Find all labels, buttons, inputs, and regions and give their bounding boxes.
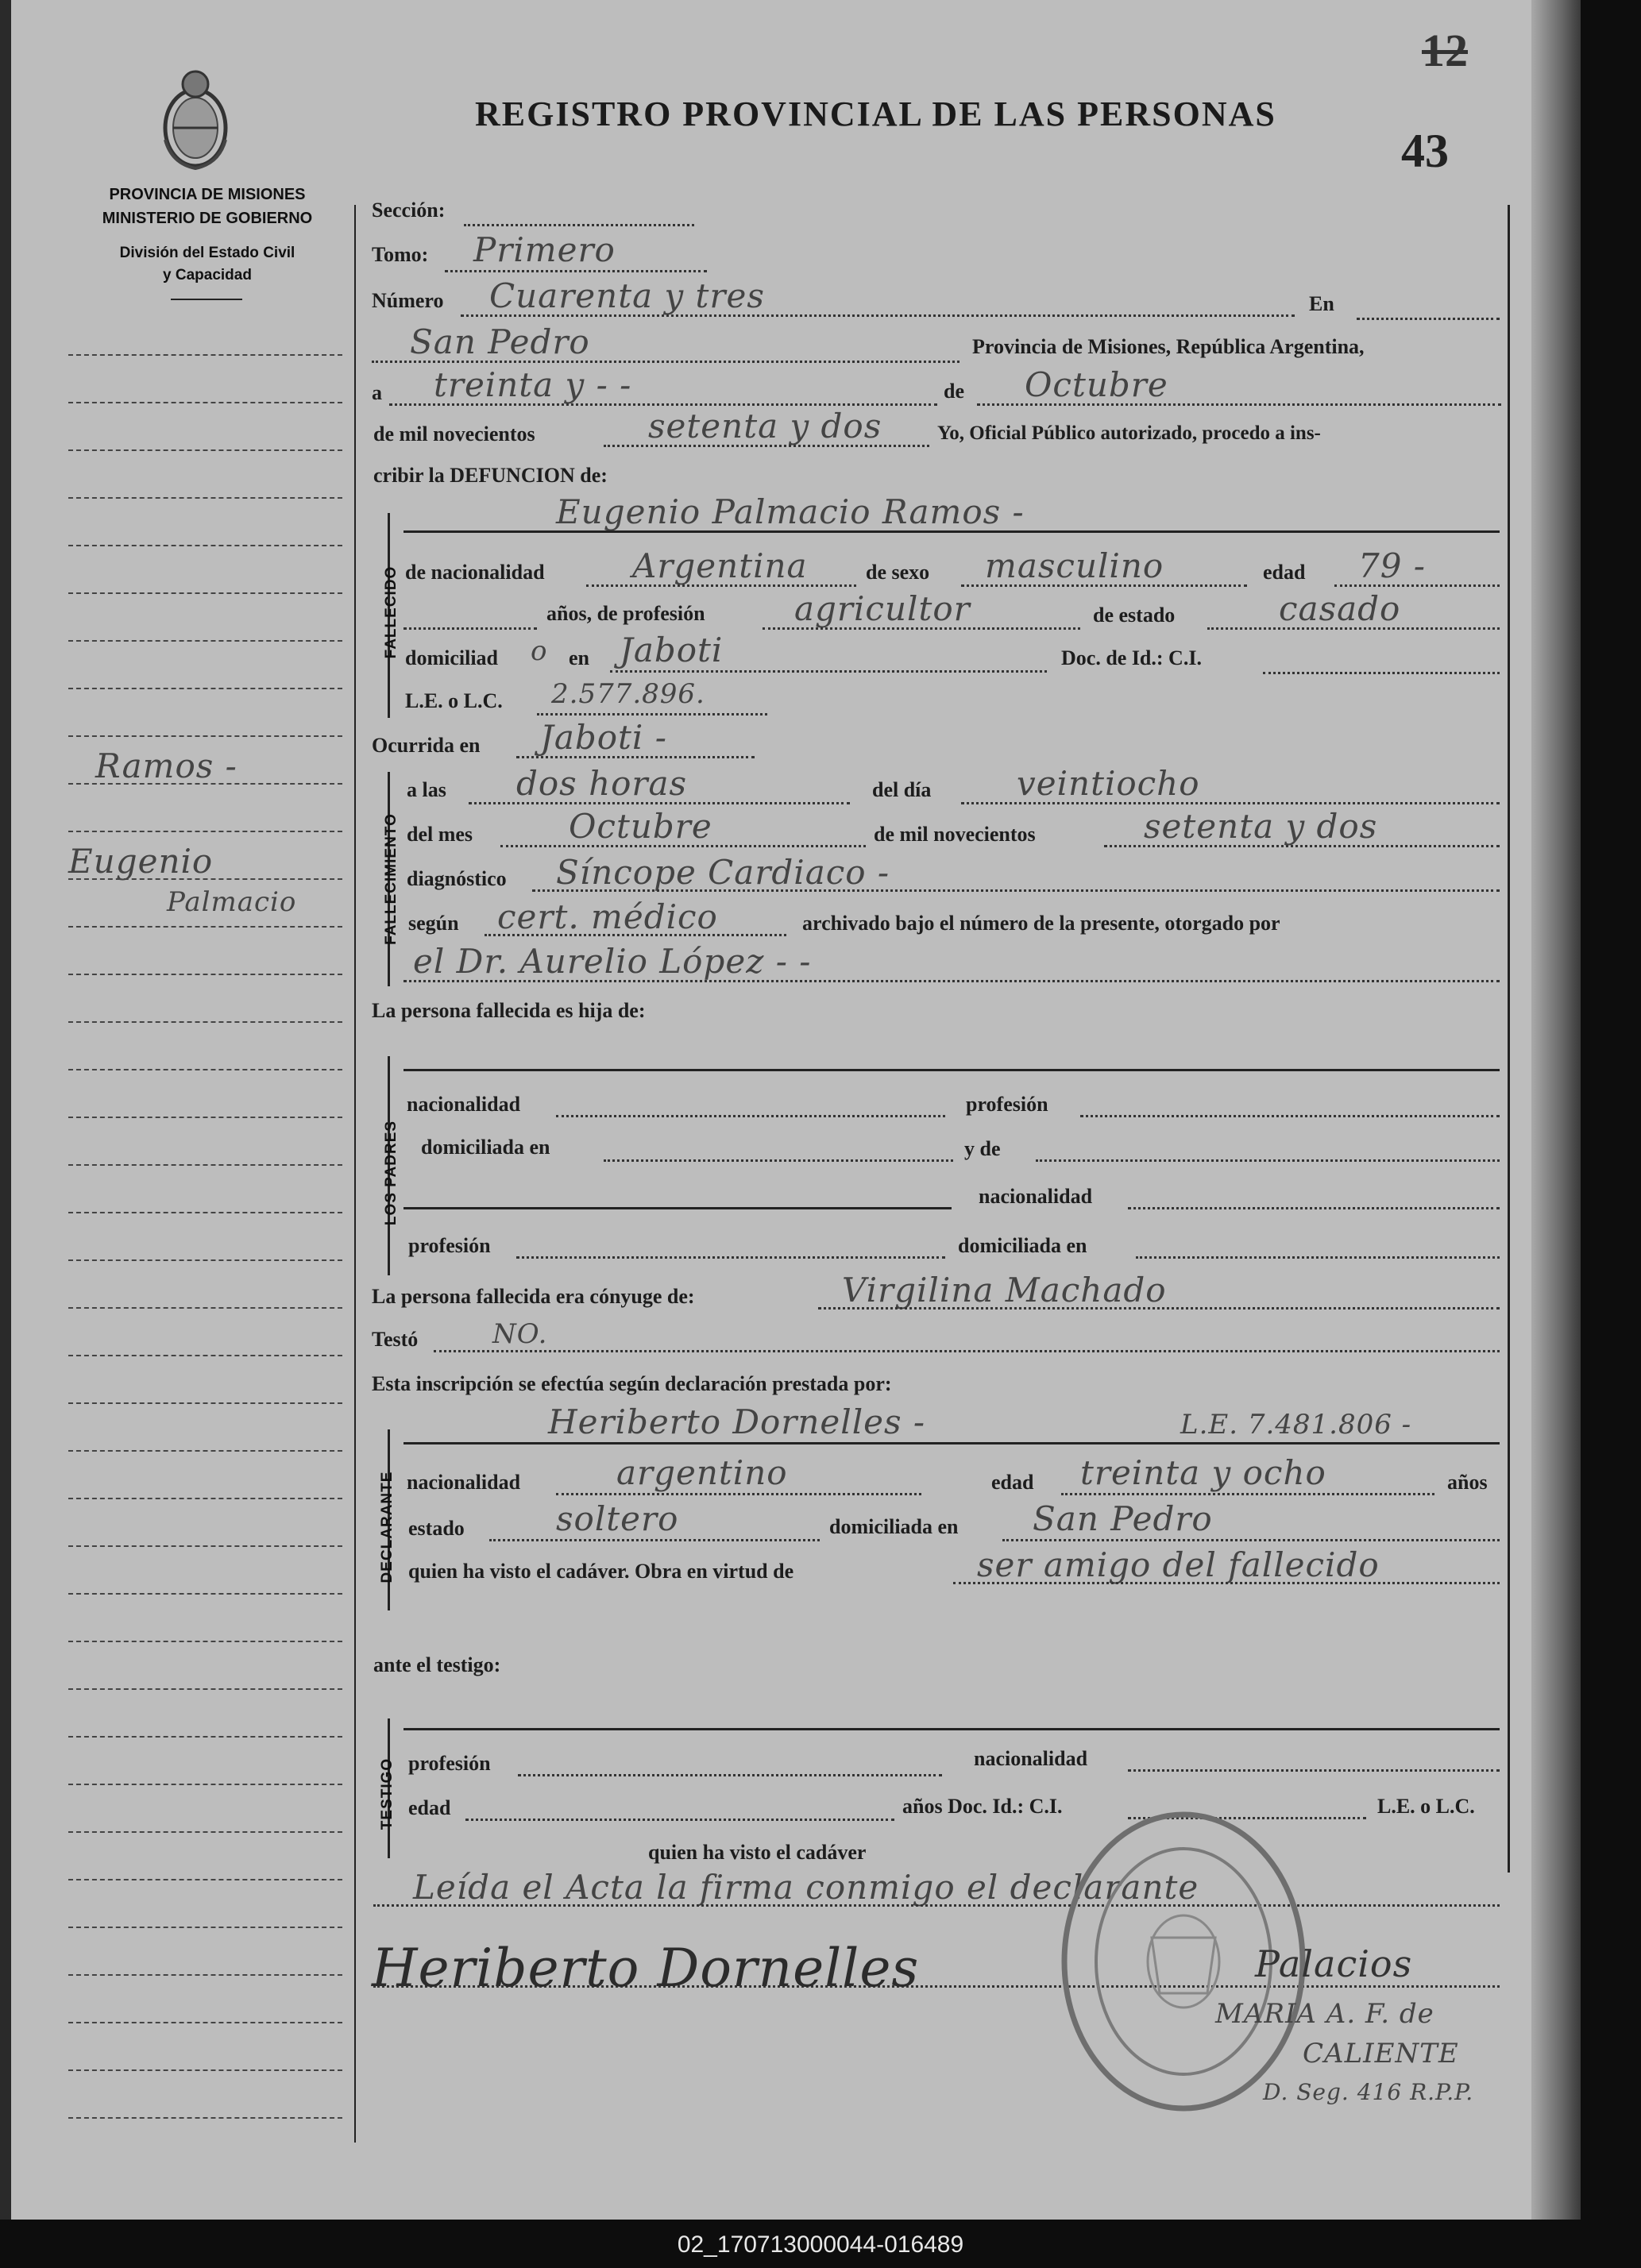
- testo-label: Testó: [372, 1328, 419, 1351]
- declarante-estado-line: [489, 1539, 820, 1541]
- declarante-section-label: DECLARANTE: [379, 1471, 396, 1583]
- sexo-label: de sexo: [866, 561, 930, 584]
- seccion-label: Sección:: [372, 199, 446, 222]
- inscribir-text: cribir la DEFUNCION de:: [373, 464, 608, 487]
- day-value: treinta y - -: [434, 365, 632, 404]
- form-right-border: [1508, 205, 1510, 1873]
- en-label: En: [1309, 292, 1334, 315]
- sexo-line: [961, 584, 1247, 587]
- month-value: Octubre: [1025, 365, 1168, 404]
- diagnostico-label: diagnóstico: [407, 867, 507, 890]
- delmes-label: del mes: [407, 823, 473, 846]
- folio-number: 43: [1401, 125, 1449, 177]
- header-underline: [171, 299, 242, 300]
- estado-value: casado: [1279, 589, 1401, 628]
- medico-line: [403, 980, 1500, 982]
- mes-value: Octubre: [569, 807, 712, 846]
- ocurrida-line: [516, 756, 755, 758]
- month-line: [977, 403, 1501, 406]
- year-label: de mil novecientos: [373, 422, 535, 446]
- madre-profesion-label: profesión: [408, 1234, 491, 1257]
- testigo-section-label: TESTIGO: [379, 1757, 396, 1830]
- hora-line: [469, 802, 850, 804]
- en-line: [1357, 318, 1500, 320]
- padres-section-label: LOS PADRES: [383, 1120, 400, 1226]
- estado-line: [1207, 627, 1500, 630]
- testo-value: NO.: [492, 1318, 548, 1350]
- profesion-line: [763, 627, 1080, 630]
- tomo-value: Primero: [473, 230, 616, 269]
- medico-value: el Dr. Aurelio López - -: [413, 942, 812, 981]
- fallecimiento-section-label: FALLECIMIENTO: [383, 813, 400, 945]
- dia-value: veintiocho: [1017, 764, 1200, 803]
- mes-line: [500, 845, 866, 847]
- dia-line: [961, 802, 1500, 804]
- segun-label: según: [408, 912, 459, 935]
- le-line: [537, 713, 767, 716]
- a-label: a: [372, 381, 382, 404]
- edad-label: edad: [1263, 561, 1306, 584]
- segun-line: [485, 934, 786, 936]
- estado-label: de estado: [1093, 604, 1176, 627]
- diagnostico-line: [532, 889, 1500, 892]
- diagnostico-value: Síncope Cardiaco -: [556, 853, 890, 892]
- nacionalidad-label: de nacionalidad: [405, 561, 545, 584]
- domiciliado-label: domiciliad: [405, 646, 499, 669]
- yde-label: y de: [964, 1137, 1001, 1160]
- testigo-ante-text: ante el testigo:: [373, 1653, 501, 1676]
- padre-domicilio-label: domiciliada en: [421, 1136, 550, 1159]
- madre-profesion-line: [516, 1256, 945, 1259]
- le-value: 2.577.896.: [551, 678, 705, 710]
- padre-nacionalidad-label: nacionalidad: [407, 1093, 521, 1116]
- padre-name-line: [403, 1069, 1500, 1071]
- testigo-name-line: [403, 1728, 1500, 1730]
- conyuge-line: [818, 1307, 1500, 1310]
- declarante-anos-label: años: [1447, 1471, 1488, 1494]
- anos-profesion-label: años, de profesión: [546, 602, 705, 625]
- declarante-name-line: [403, 1442, 1500, 1444]
- padre-profesion-label: profesión: [966, 1093, 1048, 1116]
- fallecido-name: Eugenio Palmacio Ramos -: [556, 492, 1025, 531]
- madre-name-line: [1036, 1159, 1500, 1162]
- domicilio-en-label: en: [569, 646, 589, 669]
- testo-line: [434, 1350, 1500, 1352]
- padre-profesion-line: [1080, 1115, 1500, 1117]
- edad-value: 79 -: [1358, 546, 1426, 585]
- ocurrida-label: Ocurrida en: [372, 734, 481, 757]
- declarante-nacionalidad-line: [556, 1493, 921, 1495]
- official-surname: CALIENTE: [1303, 2038, 1459, 2069]
- ministry-name: MINISTERIO DE GOBIERNO: [102, 210, 313, 227]
- nacionalidad-line: [586, 584, 856, 587]
- leida-text: Leída el Acta la firma conmigo el declarante: [413, 1868, 1199, 1907]
- declarante-edad-value: treinta y ocho: [1080, 1453, 1326, 1492]
- ano-line: [1104, 845, 1500, 847]
- testigo-le-label: L.E. o L.C.: [1377, 1795, 1475, 1818]
- declarante-nacionalidad-label: nacionalidad: [407, 1471, 521, 1494]
- testigo-anos-doc-label: años Doc. Id.: C.I.: [902, 1795, 1063, 1818]
- numero-value: Cuarenta y tres: [489, 276, 765, 315]
- deldia-label: del día: [872, 778, 932, 801]
- declarante-edad-line: [1061, 1493, 1434, 1495]
- official-signature: Palacios: [1255, 1942, 1413, 1985]
- declarante-edad-label: edad: [991, 1471, 1034, 1494]
- margin-given-name: Eugenio: [68, 842, 214, 881]
- declarante-domicilio-value: San Pedro: [1033, 1499, 1213, 1538]
- testigo-cadaver-text: quien ha visto el cadáver: [648, 1841, 867, 1864]
- declarante-estado-label: estado: [408, 1517, 465, 1540]
- conyuge-text: La persona fallecida era cónyuge de:: [372, 1285, 695, 1308]
- official-name: MARIA A. F. de: [1215, 1998, 1434, 2030]
- testigo-edad-label: edad: [408, 1796, 451, 1819]
- hora-value: dos horas: [516, 764, 688, 803]
- nacionalidad-value: Argentina: [632, 546, 808, 585]
- padre-domicilio-line: [604, 1159, 953, 1162]
- image-id-caption: 02_170713000044-016489: [677, 2231, 964, 2258]
- testigo-nacionalidad-line: [1128, 1769, 1500, 1772]
- declarante-cadaver-text: quien ha visto el cadáver. Obra en virtud de: [408, 1560, 794, 1583]
- margin-middle-name: Palmacio: [167, 886, 297, 918]
- archivado-text: archivado bajo el número de la presente, otorgado por: [802, 912, 1280, 935]
- declarante-virtud-value: ser amigo del fallecido: [977, 1545, 1380, 1584]
- madre-line: [403, 1207, 952, 1209]
- page-edge: [1531, 0, 1581, 2220]
- madre-domicilio-label: domiciliada en: [958, 1234, 1087, 1257]
- declarante-signature: Heriberto Dornelles: [372, 1938, 920, 1999]
- sexo-value: masculino: [985, 546, 1164, 585]
- inscripcion-text: Esta inscripción se efectúa según declaración prestada por:: [372, 1372, 892, 1395]
- coat-of-arms-icon: [156, 52, 235, 172]
- testigo-profesion-line: [518, 1774, 942, 1776]
- anos-line: [403, 627, 537, 630]
- tomo-label: Tomo:: [372, 243, 429, 266]
- declarante-nacionalidad-value: argentino: [616, 1453, 788, 1492]
- madre-nacionalidad-label: nacionalidad: [979, 1185, 1093, 1208]
- ano-value: setenta y dos: [1144, 807, 1378, 846]
- testigo-profesion-label: profesión: [408, 1752, 491, 1775]
- margin-surname: Ramos -: [95, 746, 237, 785]
- division-name-2: y Capacidad: [163, 267, 252, 284]
- oficial-text: Yo, Oficial Público autorizado, procedo a ins-: [937, 422, 1321, 444]
- conyuge-value: Virgilina Machado: [842, 1271, 1167, 1310]
- page-title: REGISTRO PROVINCIAL DE LAS PERSONAS: [475, 94, 1276, 133]
- declarante-estado-value: soltero: [556, 1499, 679, 1538]
- leida-line: [373, 1904, 1500, 1907]
- official-reference: D. Seg. 416 R.P.P.: [1263, 2079, 1474, 2105]
- seccion-field: [464, 224, 694, 226]
- declarante-virtud-line: [953, 1582, 1500, 1584]
- testigo-edad-line: [465, 1819, 894, 1821]
- book-binding: [0, 0, 11, 2220]
- domicilio-line: [610, 670, 1047, 673]
- provincia-text: Provincia de Misiones, República Argentina,: [972, 335, 1365, 358]
- doc-id-line: [1263, 672, 1500, 674]
- day-line: [389, 403, 937, 406]
- declarante-domicilio-label: domiciliada en: [829, 1515, 959, 1538]
- milnov-label: de mil novecientos: [874, 823, 1036, 846]
- declarante-domicilio-line: [1002, 1539, 1500, 1541]
- fallecido-section-label: FALLECIDO: [383, 565, 400, 659]
- folio-number-struck: 12: [1422, 25, 1468, 76]
- edad-line: [1334, 584, 1500, 587]
- margin-divider: [354, 205, 356, 2143]
- doc-id-label: Doc. de Id.: C.I.: [1061, 646, 1202, 669]
- year-value: setenta y dos: [648, 407, 882, 446]
- fallecido-name-line: [403, 530, 1500, 533]
- madre-nacionalidad-line: [1128, 1207, 1500, 1209]
- de-label: de: [944, 380, 964, 403]
- declarante-name: Heriberto Dornelles -: [548, 1402, 926, 1441]
- numero-line: [461, 314, 1295, 317]
- segun-value: cert. médico: [497, 897, 718, 936]
- hija-text: La persona fallecida es hija de:: [372, 999, 646, 1022]
- padre-nacionalidad-line: [556, 1115, 945, 1117]
- alas-label: a las: [407, 778, 446, 801]
- numero-label: Número: [372, 289, 444, 312]
- le-label: L.E. o L.C.: [405, 689, 503, 712]
- domiciliado-suffix: o: [531, 635, 548, 667]
- place-value: San Pedro: [410, 322, 590, 361]
- tomo-line: [445, 270, 707, 272]
- place-line: [372, 361, 960, 363]
- profesion-value: agricultor: [794, 589, 971, 628]
- year-line: [604, 445, 929, 447]
- province-name: PROVINCIA DE MISIONES: [109, 186, 306, 203]
- division-name: División del Estado Civil: [119, 245, 295, 261]
- domicilio-value: Jaboti: [620, 631, 724, 669]
- declarante-le: L.E. 7.481.806 -: [1180, 1409, 1412, 1441]
- ocurrida-value: Jaboti -: [540, 718, 667, 757]
- madre-domicilio-line: [1136, 1256, 1500, 1259]
- testigo-nacionalidad-label: nacionalidad: [974, 1747, 1088, 1770]
